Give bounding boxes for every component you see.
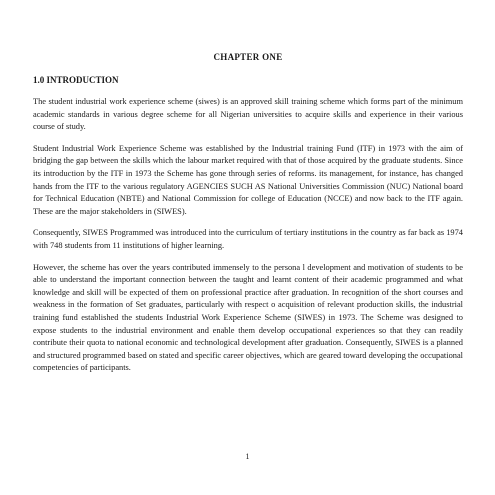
chapter-title: CHAPTER ONE <box>213 52 283 62</box>
paragraph-2: Student Industrial Work Experience Scheme was established by the Industrial training Fund (ITF) in 1973 with the aim of bridging the gap between the skills which the labour market required with that of those acquired by the graduate students. Since its introduction by the ITF in 1973 the Scheme has gone through series of reforms. its management, for instance, has changed hands from the ITF to the various regulatory AGENCIES SUCH AS National Universities Commission (NUC) National board for Technical Education (NBTE) and National Commission for college of Education (NCCE) and now back to the ITF again. These are the major stakeholders in (SIWES). <box>33 143 463 216</box>
document-page <box>33 52 463 384</box>
paragraph-1: The student industrial work experience scheme (siwes) is an approved skill training scheme which forms part of the minimum academic standards in various degree scheme for all Nigerian universities to acquire skills and experience in their various course of study. <box>33 97 463 132</box>
paragraph-4: However, the scheme has over the years contributed immensely to the persona l development and motivation of students to be able to understand the important connection between the taught and learnt content of their academic programmed and what knowledge and skill will be expected of them on professional practice after graduation. In recognition of the short courses and weakness in the formation of Set graduates, particularly with respect o acquisition of relevant production skills, the industrial training fund established the students Industrial Work Experience Scheme (SIWES) in 1973. The Scheme was designed to expose students to the industrial environment and enable them develop occupational experiences so that they can readily contribute their quota to national economic and technological development after graduation. Consequently, SIWES is a planned and structured programmed based on stated and specific career objectives, which are geared toward developing the occupational competencies of participants. <box>33 262 463 373</box>
page-number: 1 <box>245 452 250 461</box>
section-heading: 1.0 INTRODUCTION <box>33 75 119 85</box>
paragraph-3: Consequently, SIWES Programmed was introduced into the curriculum of tertiary institutions in the country as far back as 1974 with 748 students from 11 institutions of higher learning. <box>33 228 463 250</box>
